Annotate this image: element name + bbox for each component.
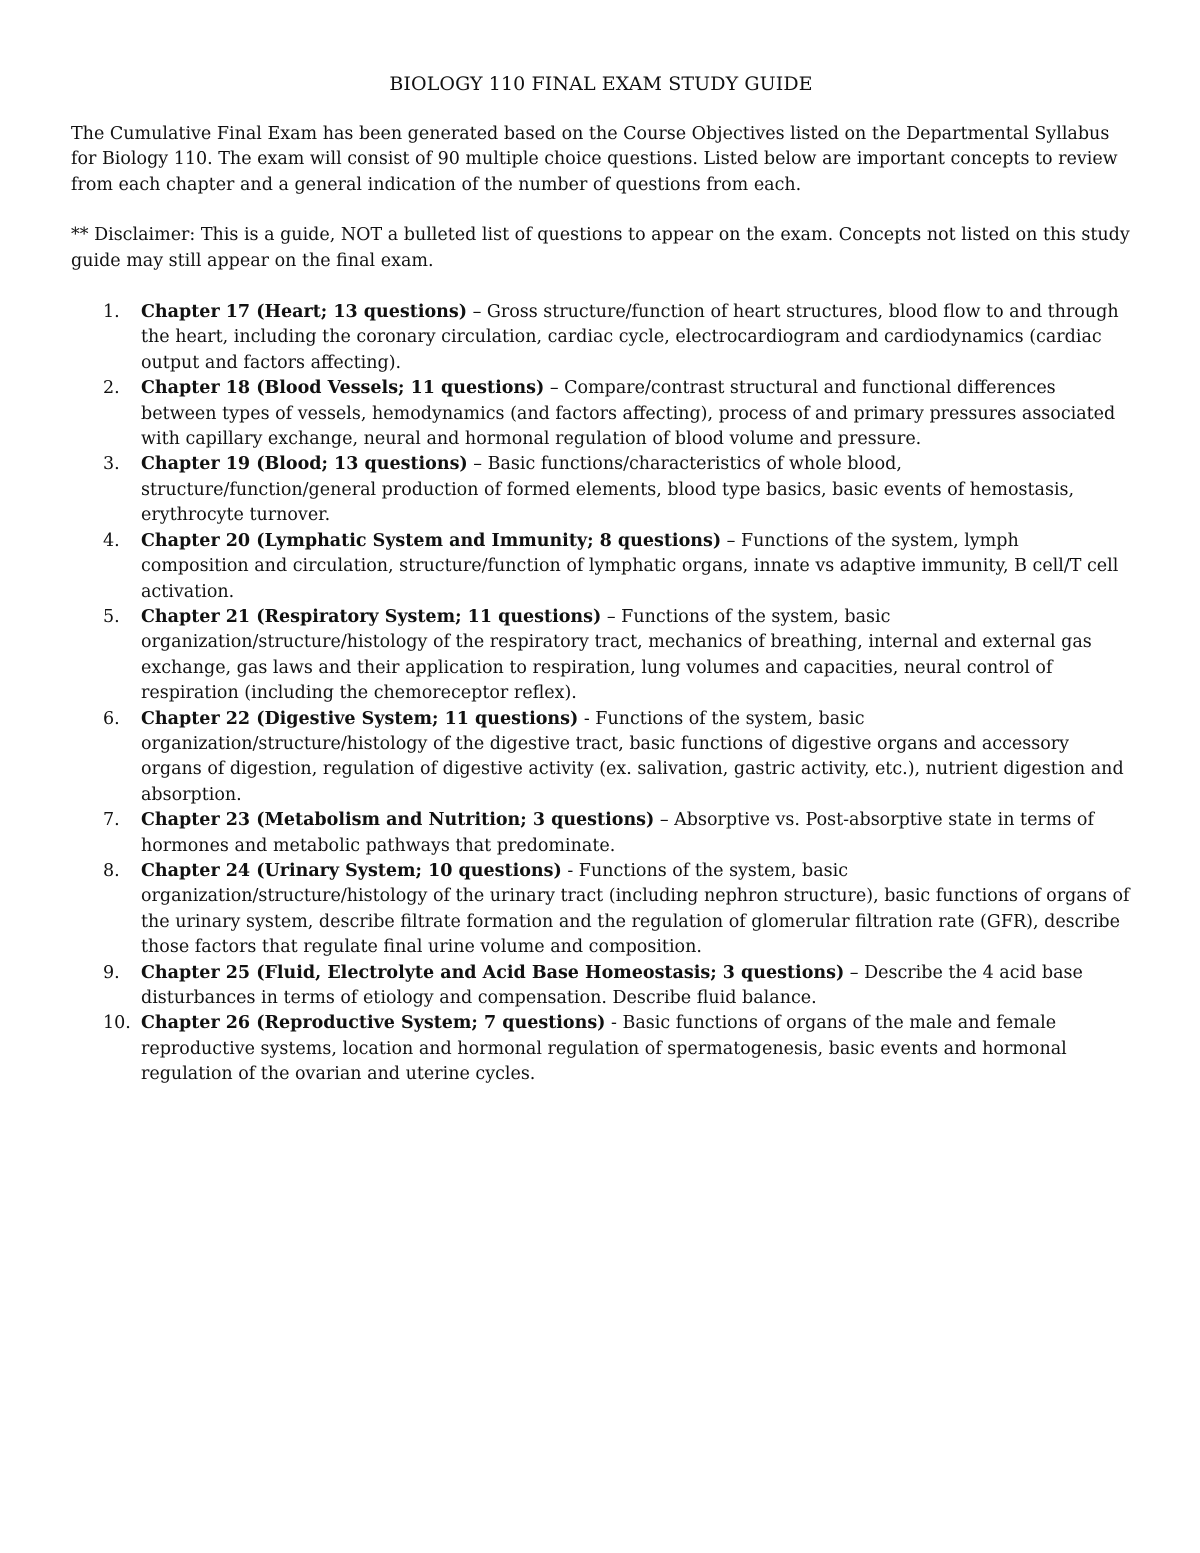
- chapter-heading: Chapter 17 (Heart; 13 questions): [141, 302, 467, 323]
- disclaimer-paragraph: ** Disclaimer: This is a guide, NOT a bulleted list of questions to appear on the exam. Concepts not listed on this study guide may still appear on the final exam.: [71, 225, 1130, 271]
- chapter-description: – Functions of the system, basic organization/structure/histology of the respiratory tract, mechanics of breathing, internal and external gas exchange, gas laws and their application to respiration, lung volumes and capacities, neural control of respiration (including the chemoreceptor reflex).: [141, 606, 1092, 704]
- chapter-heading: Chapter 26 (Reproductive System; 7 questions): [141, 1013, 606, 1034]
- intro-paragraph: The Cumulative Final Exam has been generated based on the Course Objectives listed on the Departmental Syllabus for Biology 110. The exam will consist of 90 multiple choice questions. Listed below are important concepts to review from each chapter and a general indication of the number of questions from each.: [71, 124, 1118, 195]
- list-number: 4.: [103, 530, 120, 551]
- chapter-heading: Chapter 23 (Metabolism and Nutrition; 3 questions): [141, 810, 655, 831]
- chapter-description: – Functions of the system, lymph composition and circulation, structure/function of lymphatic organs, innate vs adaptive immunity, B cell/T cell activation.: [141, 530, 1119, 602]
- chapter-heading: Chapter 24 (Urinary System; 10 questions): [141, 860, 562, 881]
- chapter-item-20: [71, 529, 1131, 605]
- list-number: 8.: [103, 860, 120, 881]
- list-number: 2.: [103, 378, 120, 399]
- chapter-heading: Chapter 19 (Blood; 13 questions): [141, 454, 468, 475]
- chapter-description: – Absorptive vs. Post-absorptive state in terms of hormones and metabolic pathways that predominate.: [141, 810, 1094, 856]
- list-number: 6.: [103, 708, 120, 729]
- chapter-heading: Chapter 20 (Lymphatic System and Immunity; 8 questions): [141, 530, 722, 551]
- chapter-description: - Functions of the system, basic organization/structure/histology of the urinary tract (including nephron structure), basic functions of organs of the urinary system, describe filtrate formation and the regulation of glomerular filtration rate (GFR), describe those factors that regulate final urine volume and composition.: [141, 860, 1130, 958]
- chapter-heading: Chapter 22 (Digestive System; 11 questions): [141, 708, 579, 729]
- chapter-item-18: [71, 376, 1131, 452]
- list-number: 10.: [103, 1013, 131, 1034]
- chapter-item-25: [71, 961, 1131, 1012]
- chapter-item-17: [71, 300, 1131, 376]
- chapter-item-21: [71, 605, 1131, 707]
- chapter-item-23: [71, 808, 1131, 859]
- chapter-description: - Basic functions of organs of the male and female reproductive systems, location and hormonal regulation of spermatogenesis, basic events and hormonal regulation of the ovarian and uterine cycles.: [141, 1013, 1067, 1085]
- chapter-heading: Chapter 21 (Respiratory System; 11 questions): [141, 606, 602, 627]
- list-number: 9.: [103, 962, 120, 983]
- chapter-item-22: [71, 707, 1131, 809]
- chapter-list: [71, 300, 1131, 1088]
- chapter-description: – Gross structure/function of heart structures, blood flow to and through the heart, including the coronary circulation, cardiac cycle, electrocardiogram and cardiodynamics (cardiac output and factors affecting).: [141, 302, 1119, 373]
- chapter-description: – Describe the 4 acid base disturbances in terms of etiology and compensation. Describe fluid balance.: [141, 962, 1083, 1008]
- chapter-item-24: [71, 859, 1131, 961]
- list-number: 3.: [103, 454, 120, 475]
- chapter-item-19: [71, 452, 1131, 528]
- list-number: 5.: [103, 606, 120, 627]
- chapter-item-26: [71, 1011, 1131, 1087]
- chapter-heading: Chapter 18 (Blood Vessels; 11 questions): [141, 378, 545, 399]
- list-number: 7.: [103, 810, 120, 831]
- chapter-description: – Compare/contrast structural and functional differences between types of vessels, hemodynamics (and factors affecting), process of and primary pressures associated with capillary exchange, neural and hormonal regulation of blood volume and pressure.: [141, 378, 1116, 450]
- list-number: 1.: [103, 302, 120, 323]
- document-page: [71, 72, 1131, 1088]
- chapter-description: – Basic functions/characteristics of whole blood, structure/function/general production of formed elements, blood type basics, basic events of hemostasis, erythrocyte turnover.: [141, 454, 1075, 526]
- chapter-heading: Chapter 25 (Fluid, Electrolyte and Acid Base Homeostasis; 3 questions): [141, 962, 845, 983]
- chapter-description: - Functions of the system, basic organization/structure/histology of the digestive tract, basic functions of digestive organs and accessory organs of digestion, regulation of digestive activity (ex. salivation, gastric activity, etc.), nutrient digestion and absorption.: [141, 708, 1124, 805]
- page-title: BIOLOGY 110 FINAL EXAM STUDY GUIDE: [389, 73, 813, 95]
